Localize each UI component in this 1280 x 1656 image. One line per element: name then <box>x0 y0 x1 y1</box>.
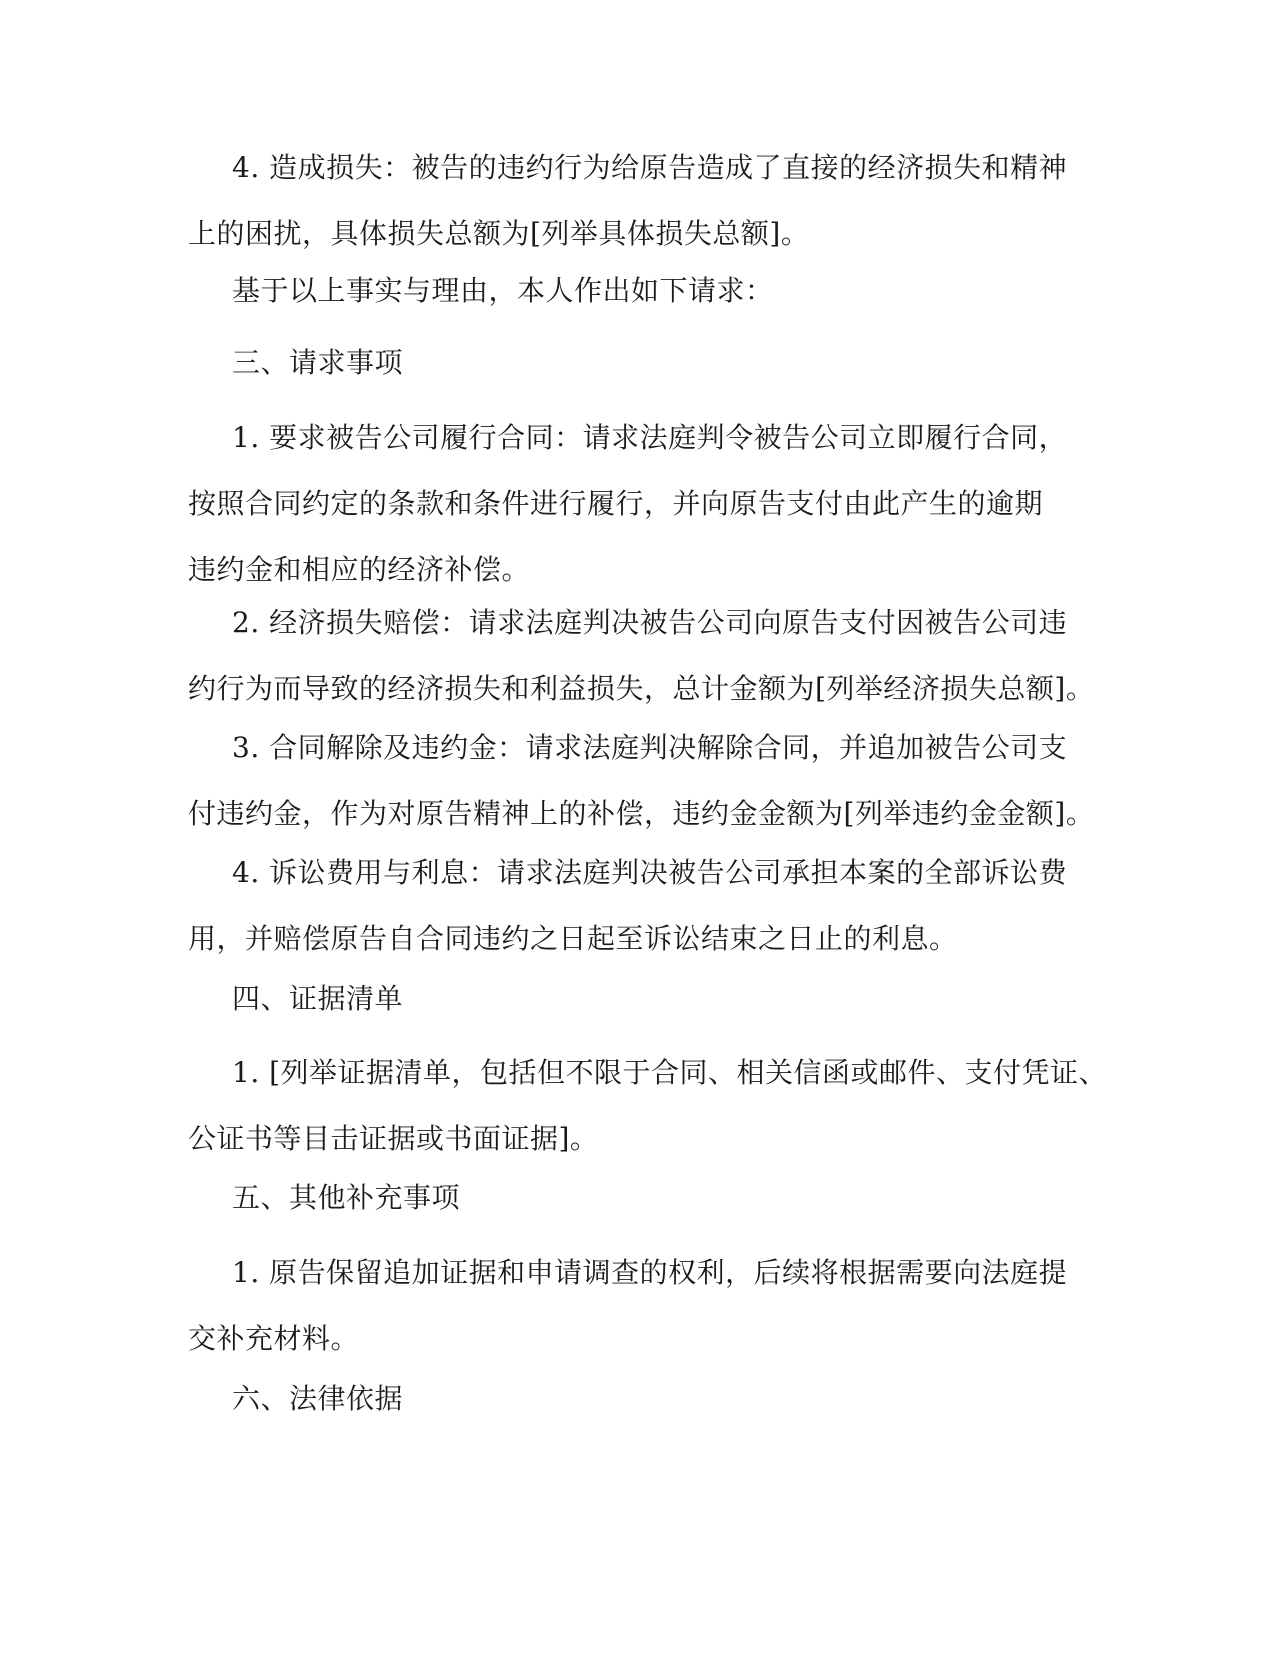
paragraph-claim-2 <box>188 590 1095 722</box>
text-line: 公证书等目击证据或书面证据]。 <box>188 1122 599 1155</box>
text-line: 4. 造成损失：被告的违约行为给原告造成了直接的经济损失和精神 <box>232 151 1068 184</box>
text-line: 用，并赔偿原告自合同违约之日起至诉讼结束之日止的利息。 <box>188 922 958 955</box>
paragraph-evidence-1 <box>188 1040 1108 1172</box>
text-line: 付违约金，作为对原告精神上的补偿，违约金金额为[列举违约金金额]。 <box>188 797 1095 830</box>
text-line: 1. 要求被告公司履行合同：请求法庭判令被告公司立即履行合同， <box>232 421 1068 454</box>
paragraph-claim-1 <box>188 405 1088 603</box>
paragraph-supplementary-1 <box>188 1240 1088 1372</box>
section-heading-evidence: 四、证据清单 <box>232 982 404 1015</box>
text-line: 3. 合同解除及违约金：请求法庭判决解除合同，并追加被告公司支 <box>232 731 1068 764</box>
text-line: 1. [列举证据清单，包括但不限于合同、相关信函或邮件、支付凭证、 <box>232 1056 1108 1089</box>
paragraph-claim-3 <box>188 715 1095 847</box>
text-line: 2. 经济损失赔偿：请求法庭判决被告公司向原告支付因被告公司违 <box>232 606 1068 639</box>
text-line: 按照合同约定的条款和条件进行履行，并向原告支付由此产生的逾期 <box>188 487 1044 520</box>
section-heading-legal-basis: 六、法律依据 <box>232 1382 404 1415</box>
text-line: 违约金和相应的经济补偿。 <box>188 553 531 586</box>
text-line: 1. 原告保留追加证据和申请调查的权利，后续将根据需要向法庭提 <box>232 1256 1068 1289</box>
section-heading-claims: 三、请求事项 <box>232 346 404 379</box>
paragraph-request-intro <box>188 258 1088 324</box>
text-line: 约行为而导致的经济损失和利益损失，总计金额为[列举经济损失总额]。 <box>188 672 1095 705</box>
text-line: 4. 诉讼费用与利息：请求法庭判决被告公司承担本案的全部诉讼费 <box>232 856 1068 889</box>
text-line: 基于以上事实与理由，本人作出如下请求： <box>232 274 774 307</box>
paragraph-claim-4 <box>188 840 1088 972</box>
text-line: 上的困扰，具体损失总额为[列举具体损失总额]。 <box>188 217 810 250</box>
text-line: 交补充材料。 <box>188 1322 360 1355</box>
section-heading-supplementary: 五、其他补充事项 <box>232 1181 461 1214</box>
paragraph-damages <box>188 135 1088 267</box>
